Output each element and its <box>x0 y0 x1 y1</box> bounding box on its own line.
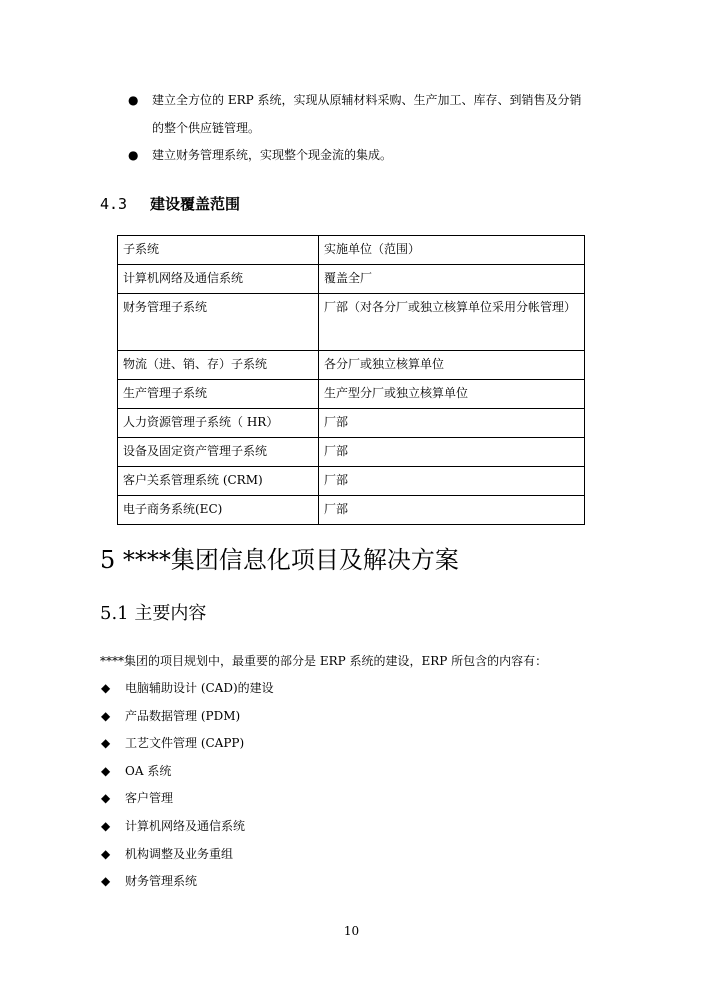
diamond-bullet-icon: ◆ <box>101 819 111 833</box>
table-row <box>118 236 585 265</box>
table-cell-scope: 厂部（对各分厂或独立核算单位采用分帐管理） <box>319 294 585 351</box>
bullet-text-erp: 建立全方位的 ERP 系统，实现从原辅材料采购、生产加工、库存、到销售及分销 <box>152 93 582 107</box>
table-row <box>118 438 585 467</box>
list-item: 计算机网络及通信系统 <box>125 819 246 833</box>
diamond-bullet-icon: ◆ <box>101 847 111 861</box>
table-cell-scope: 厂部 <box>319 438 585 467</box>
table-cell-subsystem: 电子商务系统(EC) <box>118 496 319 525</box>
list-item: 客户管理 <box>125 791 174 805</box>
table-cell-subsystem: 客户关系管理系统 (CRM) <box>118 467 319 496</box>
table-cell-subsystem: 人力资源管理子系统（ HR） <box>118 409 319 438</box>
table-row <box>118 351 585 380</box>
table-row <box>118 380 585 409</box>
bullet-dot: ● <box>128 148 139 162</box>
intro-paragraph: ****集团的项目规划中，最重要的部分是 ERP 系统的建设，ERP 所包含的内容有： <box>100 654 548 668</box>
table-cell-scope: 覆盖全厂 <box>319 265 585 294</box>
section-heading-4-3 <box>100 193 240 214</box>
diamond-bullet-icon: ◆ <box>101 874 111 888</box>
diamond-bullet-icon: ◆ <box>101 736 111 750</box>
table-row <box>118 265 585 294</box>
table-row <box>118 294 585 351</box>
table-cell-subsystem: 生产管理子系统 <box>118 380 319 409</box>
diamond-bullet-icon: ◆ <box>101 709 111 723</box>
table-row <box>118 467 585 496</box>
table-cell-scope: 厂部 <box>319 409 585 438</box>
table-cell-subsystem: 财务管理子系统 <box>118 294 319 351</box>
diamond-bullet-icon: ◆ <box>101 791 111 805</box>
list-item: 电脑辅助设计 (CAD)的建设 <box>125 681 274 695</box>
section-number: 4.3 <box>100 195 128 213</box>
table-cell-subsystem: 计算机网络及通信系统 <box>118 265 319 294</box>
list-item: OA 系统 <box>125 764 172 778</box>
table-cell-scope: 实施单位（范围） <box>319 236 585 265</box>
section-heading-5-1: 5.1 主要内容 <box>100 603 207 624</box>
bullet-text-finance: 建立财务管理系统，实现整个现金流的集成。 <box>152 148 393 162</box>
list-item: 工艺文件管理 (CAPP) <box>125 736 245 750</box>
table-row <box>118 409 585 438</box>
table-cell-scope: 厂部 <box>319 496 585 525</box>
list-item: 产品数据管理 (PDM) <box>125 709 241 723</box>
table-row <box>118 496 585 525</box>
coverage-scope-table <box>117 235 585 525</box>
table-cell-scope: 生产型分厂或独立核算单位 <box>319 380 585 409</box>
table-cell-subsystem: 子系统 <box>118 236 319 265</box>
table-cell-scope: 各分厂或独立核算单位 <box>319 351 585 380</box>
diamond-bullet-icon: ◆ <box>101 764 111 778</box>
bullet-dot: ● <box>128 93 139 107</box>
table-cell-subsystem: 物流（进、销、存）子系统 <box>118 351 319 380</box>
table-cell-scope: 厂部 <box>319 467 585 496</box>
list-item: 机构调整及业务重组 <box>125 847 234 861</box>
diamond-bullet-icon: ◆ <box>101 681 111 695</box>
bullet-text-erp-continued: 的整个供应链管理。 <box>152 121 261 135</box>
section-title: 建设覆盖范围 <box>150 195 241 213</box>
table-cell-subsystem: 设备及固定资产管理子系统 <box>118 438 319 467</box>
chapter-heading-5: 5 ****集团信息化项目及解决方案 <box>100 546 459 574</box>
list-item: 财务管理系统 <box>125 874 198 888</box>
page-number: 10 <box>343 924 360 938</box>
